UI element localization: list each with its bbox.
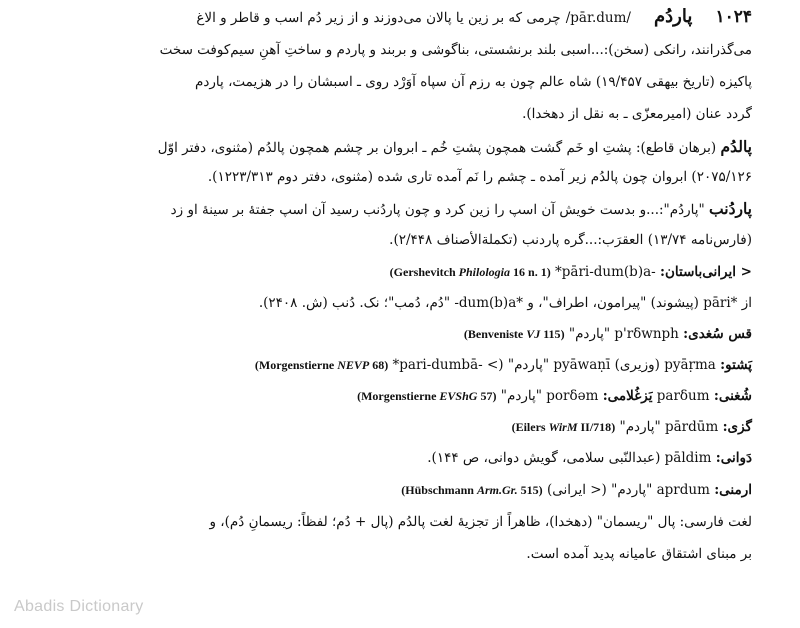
shughni-lead: شُغنی: (713, 388, 752, 404)
yazghulami-form: porδəm (546, 388, 599, 404)
shughni-line (357, 388, 752, 404)
gazi-form: pārdūm (664, 419, 719, 435)
persian-note-line-1: لغت فارسی: پال "ریسمان" (دهخدا)، ظاهراً از تجزیهٔ لغت پالدُم (پال + دُم؛ لفظاً: ریسمانِ دُم)، و (209, 514, 752, 530)
sogdian-ref: (Benveniste VJ 115) (463, 327, 565, 341)
shughni-ref: (Morgenstierne EVShG 57) (357, 389, 497, 403)
pashto-gloss: "پاردم" (> (486, 357, 550, 373)
pari-pre: از (741, 295, 752, 311)
gazi-lead: گزی: (722, 419, 752, 435)
yazghulami-lead: یَزغُلامی: (602, 388, 653, 404)
pashto-form-1: pyāṛma (664, 357, 716, 373)
sogdian-form: p'rδwnph (614, 326, 679, 342)
davani-gloss: (عبدالنّبی سلامی، گویش دوانی، ص ۱۴۴). (427, 450, 661, 466)
pashto-form-2: pyāwaṇī (553, 357, 611, 373)
pashto-ref: (Morgenstierne NEVP 68) (254, 358, 389, 372)
pari-line (259, 295, 752, 311)
pardonb-line-1 (171, 200, 752, 219)
sogdian-gloss: "پاردم" (568, 326, 611, 342)
gazi-gloss: "پاردم" (619, 419, 661, 435)
pari-gloss-2: "دُم، دُمب"؛ نک. دُنب (ش. ۲۴۰۸). (258, 295, 451, 311)
paladum-text-1: (برهان قاطع): پشتِ او خَم گشت همچون پشتِ خُم ـ ابروان بر چشم همچون پالدُم (مثنوی، دفتر اوّل (157, 140, 717, 156)
pardonb-line-2: (فارس‌نامه ۱۳/۷۴) العقرَب:...گره پاردنب (تکملة‌الأصناف ۲/۴۴۸). (389, 232, 752, 248)
pari-form-1: pāri* (703, 295, 738, 311)
definition-line-2: پاکیزه (تاریخ بیهقی ۱۹/۴۵۷) شاه عالم چون به رزم آن سپاه آوَرْد روی ـ اسبشان را در هزیمت، پاردم (195, 74, 752, 90)
pashto-line (255, 357, 752, 373)
old-iranian-ref: (Gershevitch Philologia 16 n. 1) (389, 265, 551, 279)
old-iranian-line (390, 264, 752, 280)
pardonb-lead: پاردُنب (709, 199, 752, 218)
page-number: ۱۰۲۴ (715, 7, 752, 27)
davani-form: pāldim (664, 450, 712, 466)
davani-lead: دَوانی: (715, 450, 752, 466)
gazi-line (512, 419, 752, 435)
paladum-lead: پالدُم (720, 137, 752, 156)
entry-header-line (196, 6, 752, 28)
watermark-logo: Abadis Dictionary (14, 598, 144, 615)
paladum-line-1 (158, 138, 752, 157)
definition-start: چرمی که بر زین یا پالان می‌دوزند و از زیر دُم اسب و قاطر و الاغ (196, 10, 561, 26)
pari-form-2: -dum(b)a* (454, 295, 524, 311)
pashto-mid: (وزیری) (614, 357, 660, 373)
shughni-gloss: "پاردم" (500, 388, 542, 404)
old-iranian-lead: < ایرانی‌باستان: (660, 264, 752, 280)
armenian-ref: (Hübschmann Arm.Gr. 515) (401, 483, 543, 497)
pardonb-text-1: "پاردُم":...و بدست خویش آن اسپ را زین کرد و چون پاردُنب رسید آن اسپ جفتهٔ بر سینهٔ او زد (170, 202, 705, 218)
sogdian-line (464, 326, 752, 342)
persian-note-line-2: بر مبنای اشتقاق عامیانه پدید آمده است. (526, 546, 752, 562)
definition-line-1: می‌گذرانند، رانکی (سخن):...اسبی بلند برنشستی، بناگوشی و بربند و پاردم و ساختِ آهنِ سیم‌کوفت سخت (159, 42, 752, 58)
old-iranian-form: *pāri-dum(b)a- (555, 264, 656, 280)
gazi-ref: (Eilers WirM II/718) (511, 420, 616, 434)
sogdian-lead: قس سُغدی: (683, 326, 752, 342)
headword: پاردُم (654, 6, 693, 27)
armenian-gloss: "پاردم" (< ایرانی) (546, 482, 653, 498)
paladum-line-2: ۲۰۷۵/۱۲۶) ابروان چون پالدُم زیر آمده ـ چشم را نَم آمده تاری شده (مثنوی، دفتر دوم ۱۲۲۳/۳۱۳). (207, 169, 752, 185)
pari-gloss-1: (پیشوند) "پیرامون، اطراف"، و (527, 295, 699, 311)
pashto-proto: *pari-dumbā- (392, 357, 483, 373)
armenian-lead: ارمنی: (714, 482, 752, 498)
armenian-form: aprdum (656, 482, 710, 498)
definition-line-3: گردد عنان (امیرمعزّی ـ به نقل از دهخدا). (522, 106, 752, 122)
davani-line (427, 450, 752, 466)
shughni-form-1: parδum (656, 388, 710, 404)
transcription: /pār.dum/ (565, 10, 631, 26)
armenian-line (401, 482, 752, 498)
pashto-lead: پَشتو: (720, 357, 752, 373)
